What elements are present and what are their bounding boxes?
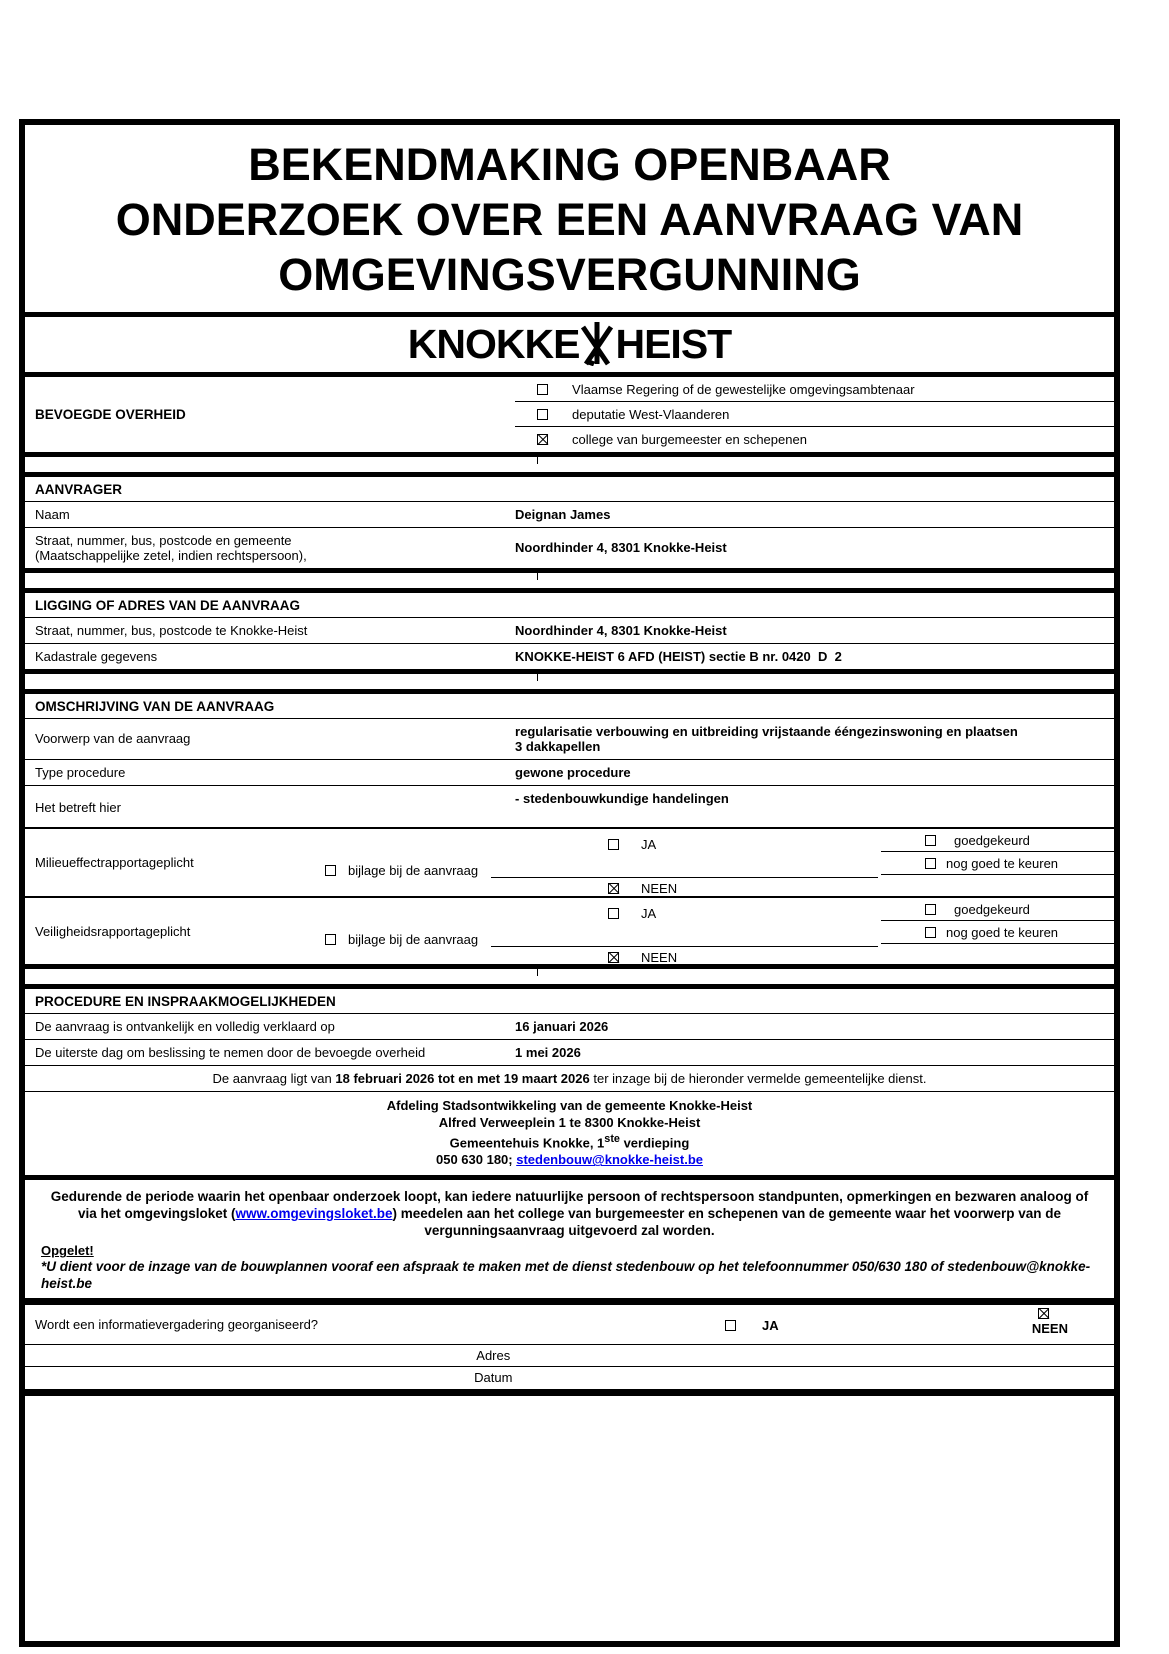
informatievergadering-ja <box>725 1318 779 1333</box>
title-line-1: BEKENDMAKING OPENBAAR <box>248 139 891 190</box>
procedure-header: PROCEDURE EN INSPRAAKMOGELIJKHEDEN <box>25 989 1114 1014</box>
dienst-line1: Afdeling Stadsontwikkeling van de gemeente Knokke-Heist <box>386 1098 753 1113</box>
section-gap <box>25 969 1114 989</box>
veiligheid-bijlage <box>325 932 478 947</box>
checkbox-veiligheid-nog-goed[interactable] <box>925 927 936 938</box>
dienst-line4 <box>35 1151 1104 1168</box>
milieueffect-nog-goed-label: nog goed te keuren <box>946 855 1059 871</box>
bevoegde-overheid-label: BEVOEGDE OVERHEID <box>35 407 186 422</box>
bezwaar-part1: Gedurende de periode waarin het openbaar onderzoek loopt, kan iedere natuurlijke persoon of rechtspersoon standpunten, opmerkingen en bezwaren analoog of via het omgevingsloket ( <box>50 1189 1089 1222</box>
adres-row <box>25 1345 1114 1367</box>
logo-row <box>25 317 1114 377</box>
milieueffect-bijlage <box>325 863 478 878</box>
checkbox-veiligheid-ja[interactable] <box>608 908 619 919</box>
empty-footer-area <box>25 1396 1114 1641</box>
inzage-periode: 18 februari 2026 tot en met 19 maart 2026 <box>335 1071 590 1086</box>
dienst-block <box>25 1092 1114 1175</box>
voorwerp-row <box>25 719 1114 760</box>
naam-value: Deignan James <box>515 507 611 522</box>
section-informatievergadering <box>25 1305 1114 1396</box>
veiligheid-ja-label: JA <box>641 906 657 921</box>
dienst-line3-suffix: verdieping <box>619 1135 690 1151</box>
checkbox-milieueffect-neen[interactable] <box>608 883 619 894</box>
aanvrager-adres-value: Noordhinder 4, 8301 Knokke-Heist <box>515 540 727 555</box>
adres-label: Adres <box>476 1348 511 1364</box>
uiterste-dag-row <box>25 1040 1114 1066</box>
naam-label: Naam <box>35 507 70 522</box>
opgelet-note: *U dient voor de inzage van de bouwplannen vooraf een afspraak te maken met de dienst stedenbouw op het telefoonnummer 050/630 180 of stedenbouw@knokke-heist.be <box>41 1259 1091 1292</box>
bevoegde-overheid-options <box>515 377 1114 452</box>
divider-line <box>491 946 878 947</box>
veiligheid-goedgekeurd-label: goedgekeurd <box>954 901 1030 917</box>
checkbox-informatievergadering-neen[interactable] <box>1038 1308 1049 1319</box>
informatievergadering-ja-label: JA <box>762 1318 779 1334</box>
milieueffect-status-options <box>881 829 1114 875</box>
checkbox-deputatie[interactable] <box>537 409 548 420</box>
veiligheid-nog-goed <box>881 921 1114 944</box>
dienst-line2: Alfred Verweeplein 1 te 8300 Knokke-Heist <box>438 1115 701 1130</box>
type-procedure-label: Type procedure <box>35 765 126 780</box>
informatievergadering-neen-label: NEEN <box>1031 1321 1068 1337</box>
title-block <box>25 125 1114 317</box>
milieueffect-goedgekeurd-label: goedgekeurd <box>954 832 1030 848</box>
section-bevoegde-overheid <box>25 377 1114 457</box>
uiterste-dag-value: 1 mei 2026 <box>515 1045 581 1060</box>
checkbox-college[interactable] <box>537 434 548 445</box>
ontvankelijk-label: De aanvraag is ontvankelijk en volledig verklaard op <box>35 1019 335 1034</box>
ligging-header: LIGGING OF ADRES VAN DE AANVRAAG <box>25 593 1114 618</box>
betreft-label: Het betreft hier <box>35 800 121 815</box>
aanvrager-naam-row <box>25 502 1114 528</box>
ligging-straat-row <box>25 618 1114 644</box>
inzage-prefix: De aanvraag ligt van <box>212 1071 336 1086</box>
milieueffect-ja <box>608 837 656 852</box>
veiligheid-neen <box>608 950 677 965</box>
form-container <box>19 119 1120 1647</box>
checkbox-vlaamse-regering[interactable] <box>537 384 548 395</box>
knokke-heist-logo <box>408 314 731 376</box>
aanvrager-adres-label <box>25 528 515 568</box>
veiligheid-status-options <box>881 898 1114 944</box>
veiligheid-bijlage-label: bijlage bij de aanvraag <box>348 932 479 947</box>
voorwerp-label: Voorwerp van de aanvraag <box>35 731 191 746</box>
veiligheid-ja <box>608 906 656 921</box>
milieueffect-goedgekeurd <box>881 829 1114 852</box>
bezwaar-paragraph <box>41 1188 1098 1239</box>
inzage-suffix: ter inzage bij de hieronder vermelde gemeentelijke dienst. <box>589 1071 927 1086</box>
checkbox-milieueffect-ja[interactable] <box>608 839 619 850</box>
betreft-row <box>25 786 1114 828</box>
voorwerp-value: regularisatie verbouwing en uitbreiding vrijstaande ééngezinswoning en plaatsen 3 dakkapellen <box>515 724 1022 754</box>
dienst-line3 <box>35 1131 1104 1151</box>
ligging-straat-value: Noordhinder 4, 8301 Knokke-Heist <box>515 623 727 638</box>
logo-text-right: HEIST <box>615 321 732 367</box>
ontvankelijk-row <box>25 1014 1114 1040</box>
section-procedure <box>25 989 1114 1180</box>
title-line-2: ONDERZOEK OVER EEN AANVRAAG VAN <box>115 194 1024 245</box>
title-line-3: OMGEVINGSVERGUNNING <box>278 249 861 300</box>
aanvrager-adres-label-line1: Straat, nummer, bus, postcode en gemeente <box>35 533 292 548</box>
checkbox-informatievergadering-ja[interactable] <box>725 1320 736 1331</box>
option-college-label: college van burgemeester en schepenen <box>572 432 807 447</box>
ligging-kadaster-label: Kadastrale gegevens <box>35 649 158 664</box>
checkbox-veiligheid-bijlage[interactable] <box>325 934 336 945</box>
informatievergadering-row <box>25 1305 1114 1345</box>
section-omschrijving <box>25 694 1114 969</box>
type-procedure-row <box>25 760 1114 786</box>
section-ligging <box>25 593 1114 674</box>
divider-line <box>491 877 878 878</box>
milieueffect-label: Milieueffectrapportageplicht <box>35 855 194 870</box>
checkbox-veiligheid-neen[interactable] <box>608 952 619 963</box>
inzage-row <box>25 1066 1114 1092</box>
checkbox-milieueffect-nog-goed[interactable] <box>925 858 936 869</box>
logo-text-left: KNOKKE <box>407 321 580 367</box>
milieueffect-bijlage-label: bijlage bij de aanvraag <box>348 863 479 878</box>
milieueffect-nog-goed <box>881 852 1114 875</box>
section-gap <box>25 457 1114 477</box>
veiligheid-label: Veiligheidsrapportageplicht <box>35 924 191 939</box>
option-vlaamse-regering <box>515 377 1114 402</box>
informatievergadering-question: Wordt een informatievergadering georganiseerd? <box>35 1317 319 1333</box>
section-gap <box>25 573 1114 593</box>
omgevingsloket-link[interactable]: www.omgevingsloket.be <box>235 1206 393 1222</box>
milieueffect-neen-label: NEEN <box>641 881 678 896</box>
dienst-line3-prefix: Gemeentehuis Knokke, 1 <box>449 1135 605 1151</box>
aanvrager-adres-row <box>25 528 1114 568</box>
betreft-value: - stedenbouwkundige handelingen <box>515 791 729 806</box>
datum-row <box>25 1367 1114 1389</box>
veiligheid-nog-goed-label: nog goed te keuren <box>946 924 1059 940</box>
aanvrager-adres-label-line2: (Maatschappelijke zetel, indien rechtspersoon), <box>35 548 307 563</box>
datum-label: Datum <box>474 1370 513 1386</box>
veiligheid-goedgekeurd <box>881 898 1114 921</box>
section-aanvrager <box>25 477 1114 573</box>
knokke-heist-mark-icon <box>580 320 614 376</box>
ligging-straat-label: Straat, nummer, bus, postcode te Knokke-Heist <box>35 623 308 638</box>
informatievergadering-neen <box>1032 1308 1068 1336</box>
section-bezwaar <box>25 1180 1114 1305</box>
checkbox-milieueffect-bijlage[interactable] <box>325 865 336 876</box>
milieueffect-ja-label: JA <box>641 837 657 852</box>
ligging-kadaster-value: KNOKKE-HEIST 6 AFD (HEIST) sectie B nr. 0420 D 2 <box>515 649 842 664</box>
opgelet-label: Opgelet! <box>41 1243 94 1259</box>
stedenbouw-email-link[interactable]: stedenbouw@knokke-heist.be <box>516 1152 703 1168</box>
option-deputatie-label: deputatie West-Vlaanderen <box>572 406 730 422</box>
type-procedure-value: gewone procedure <box>515 765 631 780</box>
checkbox-milieueffect-goedgekeurd[interactable] <box>925 835 936 846</box>
bezwaar-part2: ) meedelen aan het college van burgemeester en schepenen van de gemeente waar het voorwerp van de vergunningsaanvraag uitgevoerd zal worden. <box>392 1206 1062 1239</box>
option-college <box>515 427 1114 452</box>
milieueffect-row <box>25 828 1114 896</box>
ontvankelijk-value: 16 januari 2026 <box>515 1019 609 1034</box>
ligging-kadaster-row <box>25 644 1114 669</box>
dienst-line3-sup: ste <box>604 1133 620 1145</box>
phone-number: 050 630 180; <box>435 1152 517 1168</box>
uiterste-dag-label: De uiterste dag om beslissing te nemen door de bevoegde overheid <box>35 1045 426 1060</box>
option-deputatie <box>515 402 1114 427</box>
milieueffect-neen <box>608 881 677 896</box>
option-vlaamse-regering-label: Vlaamse Regering of de gewestelijke omgevingsambtenaar <box>572 381 915 397</box>
veiligheid-neen-label: NEEN <box>641 950 678 965</box>
section-gap <box>25 674 1114 694</box>
checkbox-veiligheid-goedgekeurd[interactable] <box>925 904 936 915</box>
veiligheid-row <box>25 896 1114 964</box>
omschrijving-header: OMSCHRIJVING VAN DE AANVRAAG <box>25 694 1114 719</box>
aanvrager-header: AANVRAGER <box>25 477 1114 502</box>
